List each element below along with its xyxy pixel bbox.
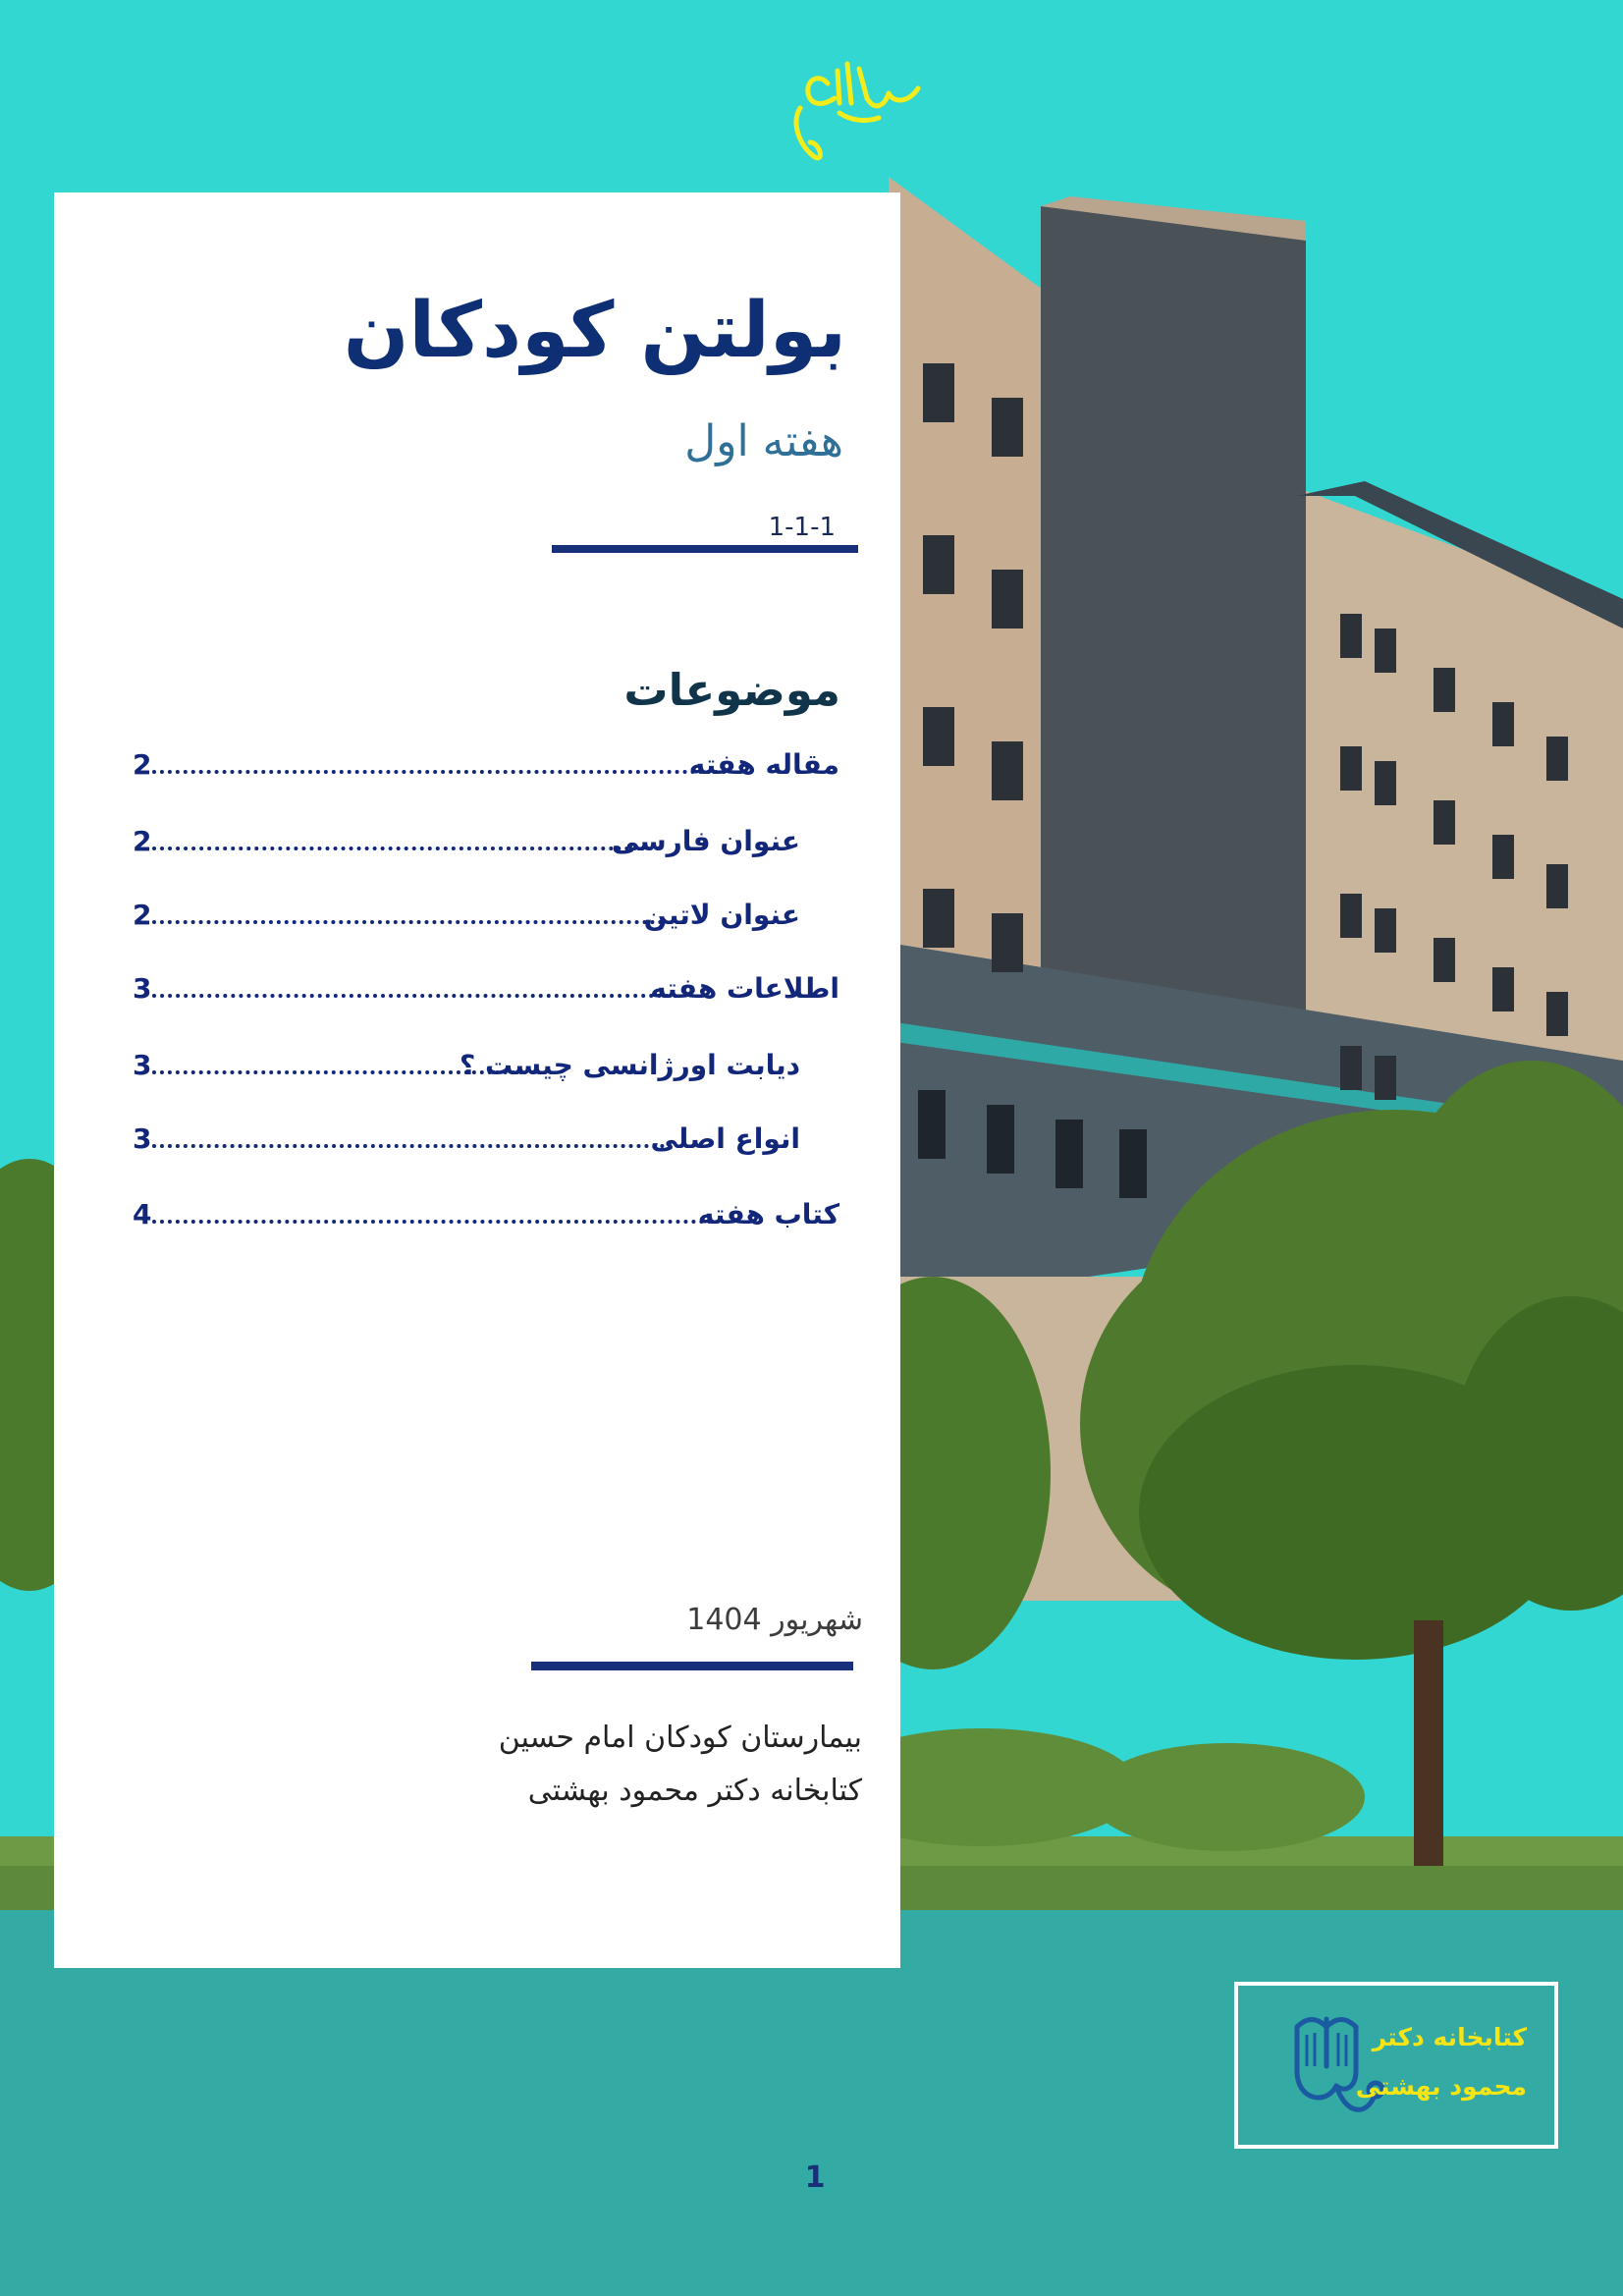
page-number: 1 <box>804 2160 826 2195</box>
toc-leader-dots <box>152 819 645 850</box>
toc-label: اطلاعات هفته <box>650 972 839 1005</box>
toc-entry[interactable] <box>133 825 800 864</box>
toc-label: عنوان فارسی <box>611 825 800 857</box>
toc-leader-dots <box>152 1192 720 1224</box>
toc-page-number: 3 <box>133 1049 152 1081</box>
toc-entry[interactable] <box>133 1122 800 1162</box>
book-stethoscope-icon <box>1268 2007 1385 2123</box>
toc-label: دیابت اورژانسی چیست ؟ <box>460 1049 800 1081</box>
toc-heading: موضوعات <box>623 664 840 716</box>
toc-label: عنوان لاتین <box>643 899 800 931</box>
toc-page-number: 3 <box>133 972 152 1005</box>
title-divider <box>552 545 858 553</box>
toc-label: انواع اصلی <box>650 1122 800 1155</box>
toc-entry[interactable] <box>133 1198 839 1237</box>
toc-leader-dots <box>152 966 677 998</box>
logo-line-1: کتابخانه دکتر <box>1372 2023 1527 2051</box>
library-name: کتابخانه دکتر محمود بهشتی <box>527 1774 862 1808</box>
toc-page-number: 2 <box>133 825 152 857</box>
toc-page-number: 3 <box>133 1122 152 1155</box>
toc-label: مقاله هفته <box>688 748 839 781</box>
toc-page-number: 2 <box>133 748 152 781</box>
hospital-name: بیمارستان کودکان امام حسین <box>498 1721 862 1755</box>
toc-entry[interactable] <box>133 748 839 788</box>
toc-entry[interactable] <box>133 972 839 1011</box>
bulletin-title: بولتن کودکان <box>343 287 846 375</box>
publication-date: شهریور 1404 <box>686 1603 863 1637</box>
toc-page-number: 4 <box>133 1198 152 1230</box>
logo-line-2: محمود بهشتی <box>1355 2072 1527 2101</box>
toc-page-number: 2 <box>133 899 152 931</box>
toc-leader-dots <box>152 742 727 774</box>
date-divider <box>531 1662 853 1670</box>
toc-leader-dots <box>152 1117 673 1148</box>
toc-label: کتاب هفته <box>697 1198 839 1230</box>
issue-number: 1-1-1 <box>768 513 836 542</box>
bulletin-subtitle: هفته اول <box>684 416 843 466</box>
toc-leader-dots <box>152 893 663 924</box>
library-logo <box>1234 1982 1558 2149</box>
bismillah-calligraphy-icon <box>781 49 928 167</box>
toc-entry[interactable] <box>133 899 800 938</box>
toc-entry[interactable] <box>133 1049 800 1088</box>
